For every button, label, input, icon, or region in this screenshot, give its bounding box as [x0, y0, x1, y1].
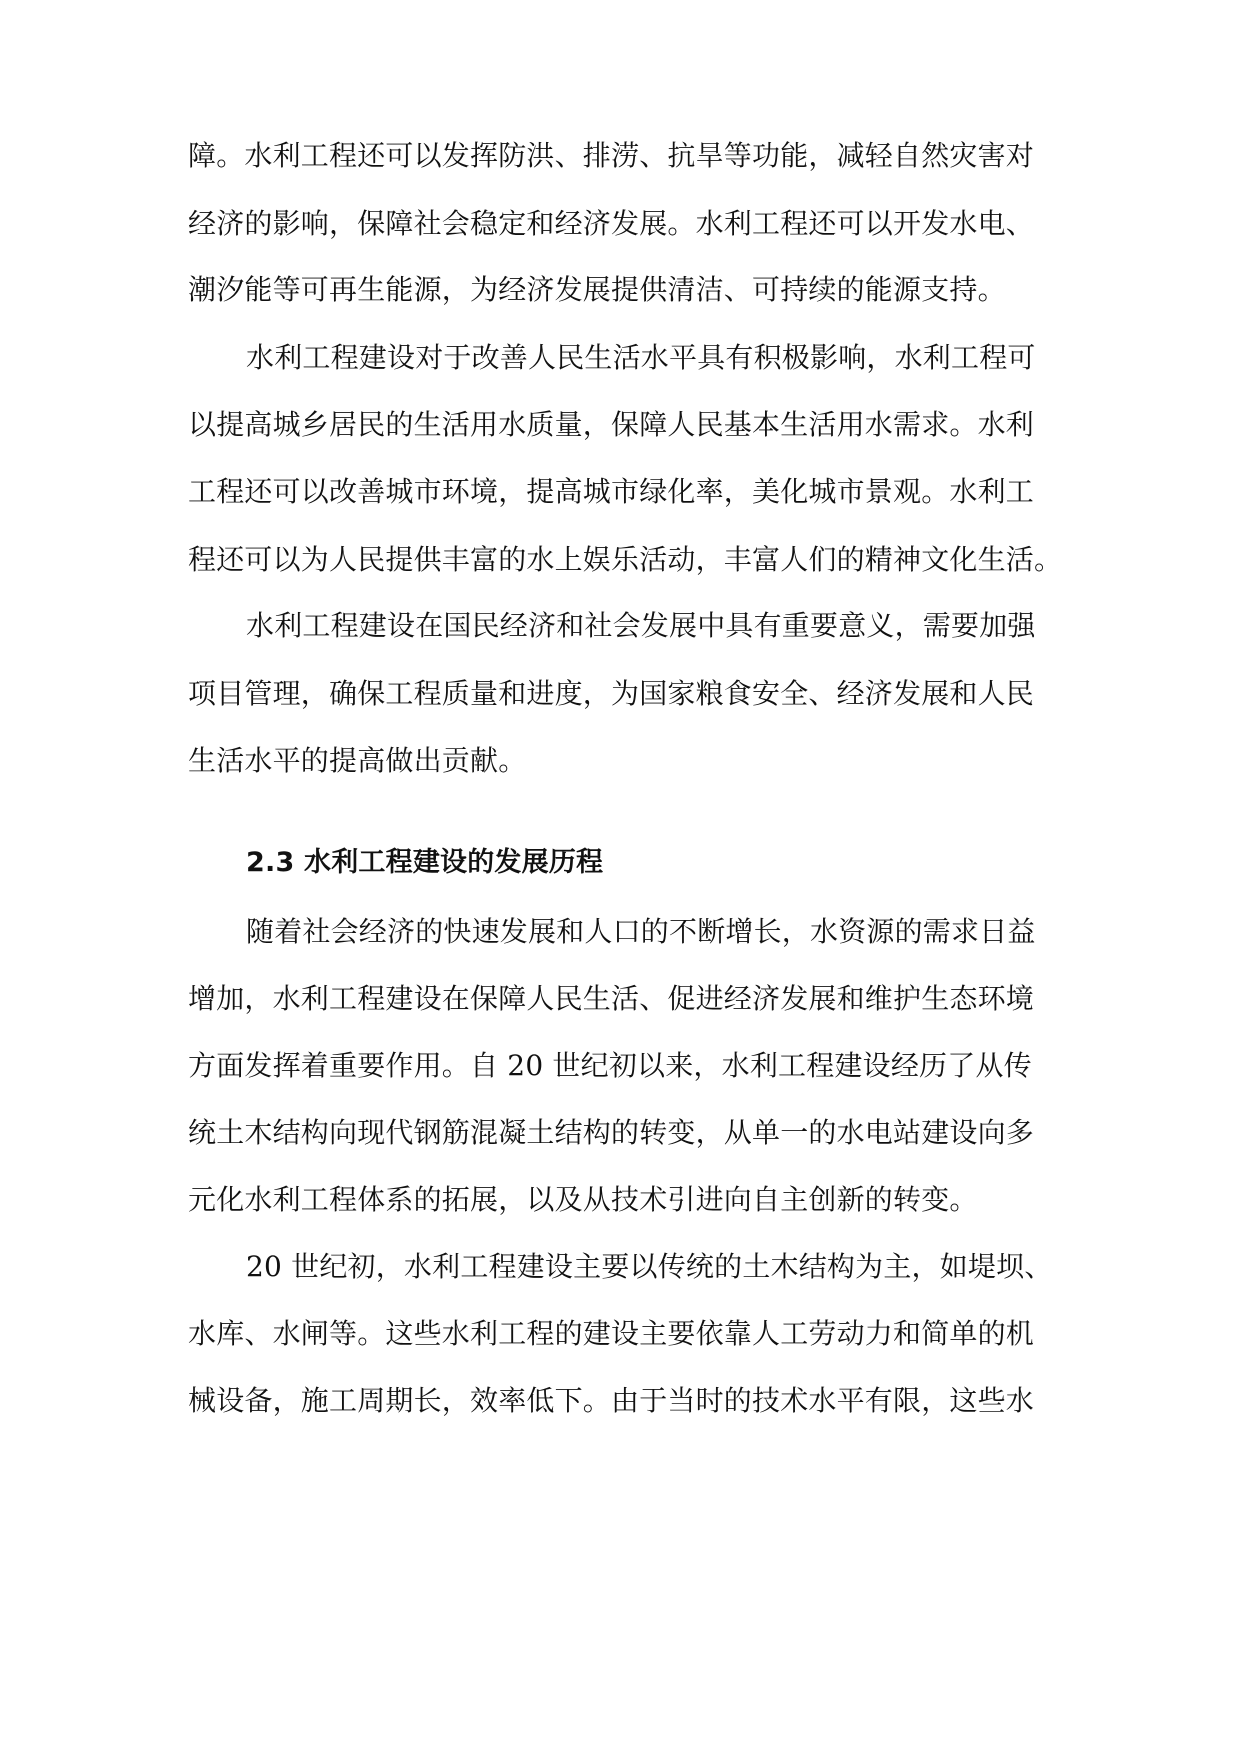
section-paragraph-2-line-3: 械设备，施工周期长，效率低下。由于当时的技术水平有限，这些水: [188, 1384, 1035, 1417]
section-paragraph-2-line-1: 20 世纪初，水利工程建设主要以传统的土木结构为主，如堤坝、: [246, 1250, 1053, 1283]
paragraph-1-line-1: 障。水利工程还可以发挥防洪、排涝、抗旱等功能，减轻自然灾害对: [188, 139, 1035, 172]
paragraph-3-line-3: 生活水平的提高做出贡献。: [188, 744, 527, 777]
paragraph-2-line-4: 程还可以为人民提供丰富的水上娱乐活动，丰富人们的精神文化生活。: [188, 543, 1063, 576]
paragraph-1-line-2: 经济的影响，保障社会稳定和经济发展。水利工程还可以开发水电、: [188, 207, 1035, 240]
section-paragraph-1-line-1: 随着社会经济的快速发展和人口的不断增长，水资源的需求日益: [246, 915, 1036, 948]
section-paragraph-1-line-2: 增加，水利工程建设在保障人民生活、促进经济发展和维护生态环境: [188, 982, 1035, 1015]
section-paragraph-1-line-5: 元化水利工程体系的拓展，以及从技术引进向自主创新的转变。: [188, 1183, 978, 1216]
paragraph-2-line-3: 工程还可以改善城市环境，提高城市绿化率，美化城市景观。水利工: [188, 475, 1035, 508]
section-paragraph-1-line-4: 统土木结构向现代钢筋混凝土结构的转变，从单一的水电站建设向多: [188, 1116, 1035, 1149]
paragraph-3-line-1: 水利工程建设在国民经济和社会发展中具有重要意义，需要加强: [246, 609, 1036, 642]
section-heading: 2.3 水利工程建设的发展历程: [246, 847, 604, 878]
section-paragraph-2-line-2: 水库、水闸等。这些水利工程的建设主要依靠人工劳动力和简单的机: [188, 1317, 1035, 1350]
section-paragraph-1-line-3: 方面发挥着重要作用。自 20 世纪初以来，水利工程建设经历了从传: [188, 1049, 1032, 1082]
paragraph-1-line-3: 潮汐能等可再生能源，为经济发展提供清洁、可持续的能源支持。: [188, 273, 1006, 306]
paragraph-2-line-2: 以提高城乡居民的生活用水质量，保障人民基本生活用水需求。水利: [188, 408, 1035, 441]
paragraph-2-line-1: 水利工程建设对于改善人民生活水平具有积极影响，水利工程可: [246, 341, 1036, 374]
paragraph-3-line-2: 项目管理，确保工程质量和进度，为国家粮食安全、经济发展和人民: [188, 677, 1035, 710]
